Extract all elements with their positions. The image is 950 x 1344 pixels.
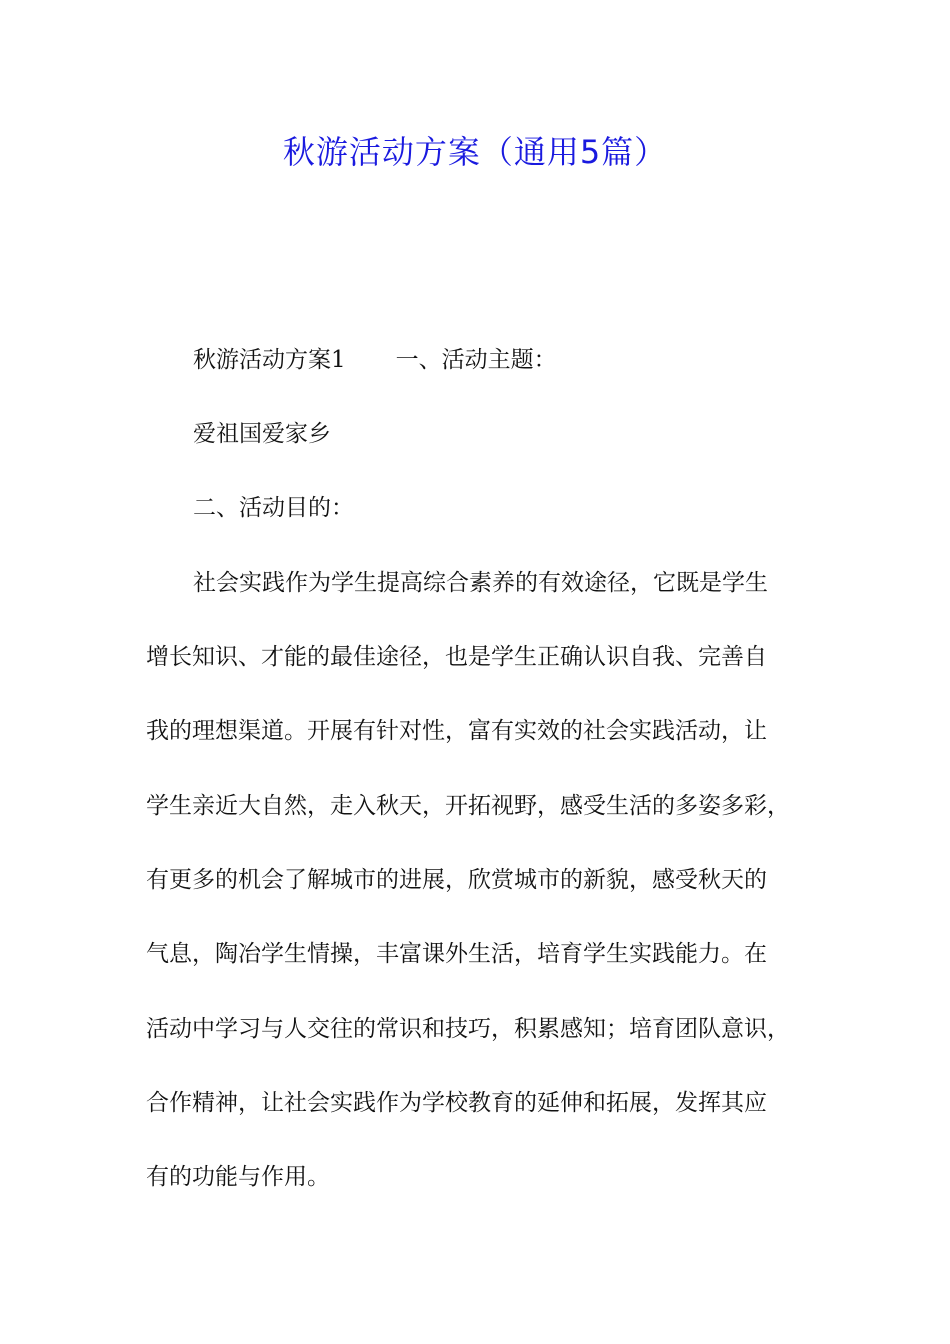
item1-content: 爱祖国爱家乡	[193, 421, 331, 447]
item1-heading: 一、活动主题：	[395, 347, 557, 373]
paragraph-line: 合作精神，让社会实践作为学校教育的延伸和拓展，发挥其应	[146, 1090, 767, 1116]
section-heading-line	[193, 340, 873, 380]
paragraph-line: 气息，陶冶学生情操，丰富课外生活，培育学生实践能力。在	[146, 941, 767, 967]
paragraph-line: 有更多的机会了解城市的进展，欣赏城市的新貌，感受秋天的	[146, 867, 767, 893]
document-title: 秋游活动方案（通用5篇）	[282, 133, 668, 171]
paragraph-line: 活动中学习与人交往的常识和技巧，积累感知；培育团队意识，	[146, 1016, 790, 1042]
paragraph-line: 有的功能与作用。	[146, 1164, 330, 1190]
item2-heading: 二、活动目的：	[193, 495, 354, 521]
paragraph-line: 我的理想渠道。开展有针对性，富有实效的社会实践活动，让	[146, 718, 767, 744]
section-heading: 秋游活动方案1	[193, 347, 346, 373]
paragraph-line: 社会实践作为学生提高综合素养的有效途径，它既是学生	[193, 570, 768, 596]
paragraph-line: 学生亲近大自然，走入秋天，开拓视野，感受生活的多姿多彩，	[146, 793, 790, 819]
paragraph-line: 增长知识、才能的最佳途径，也是学生正确认识自我、完善自	[146, 644, 767, 670]
